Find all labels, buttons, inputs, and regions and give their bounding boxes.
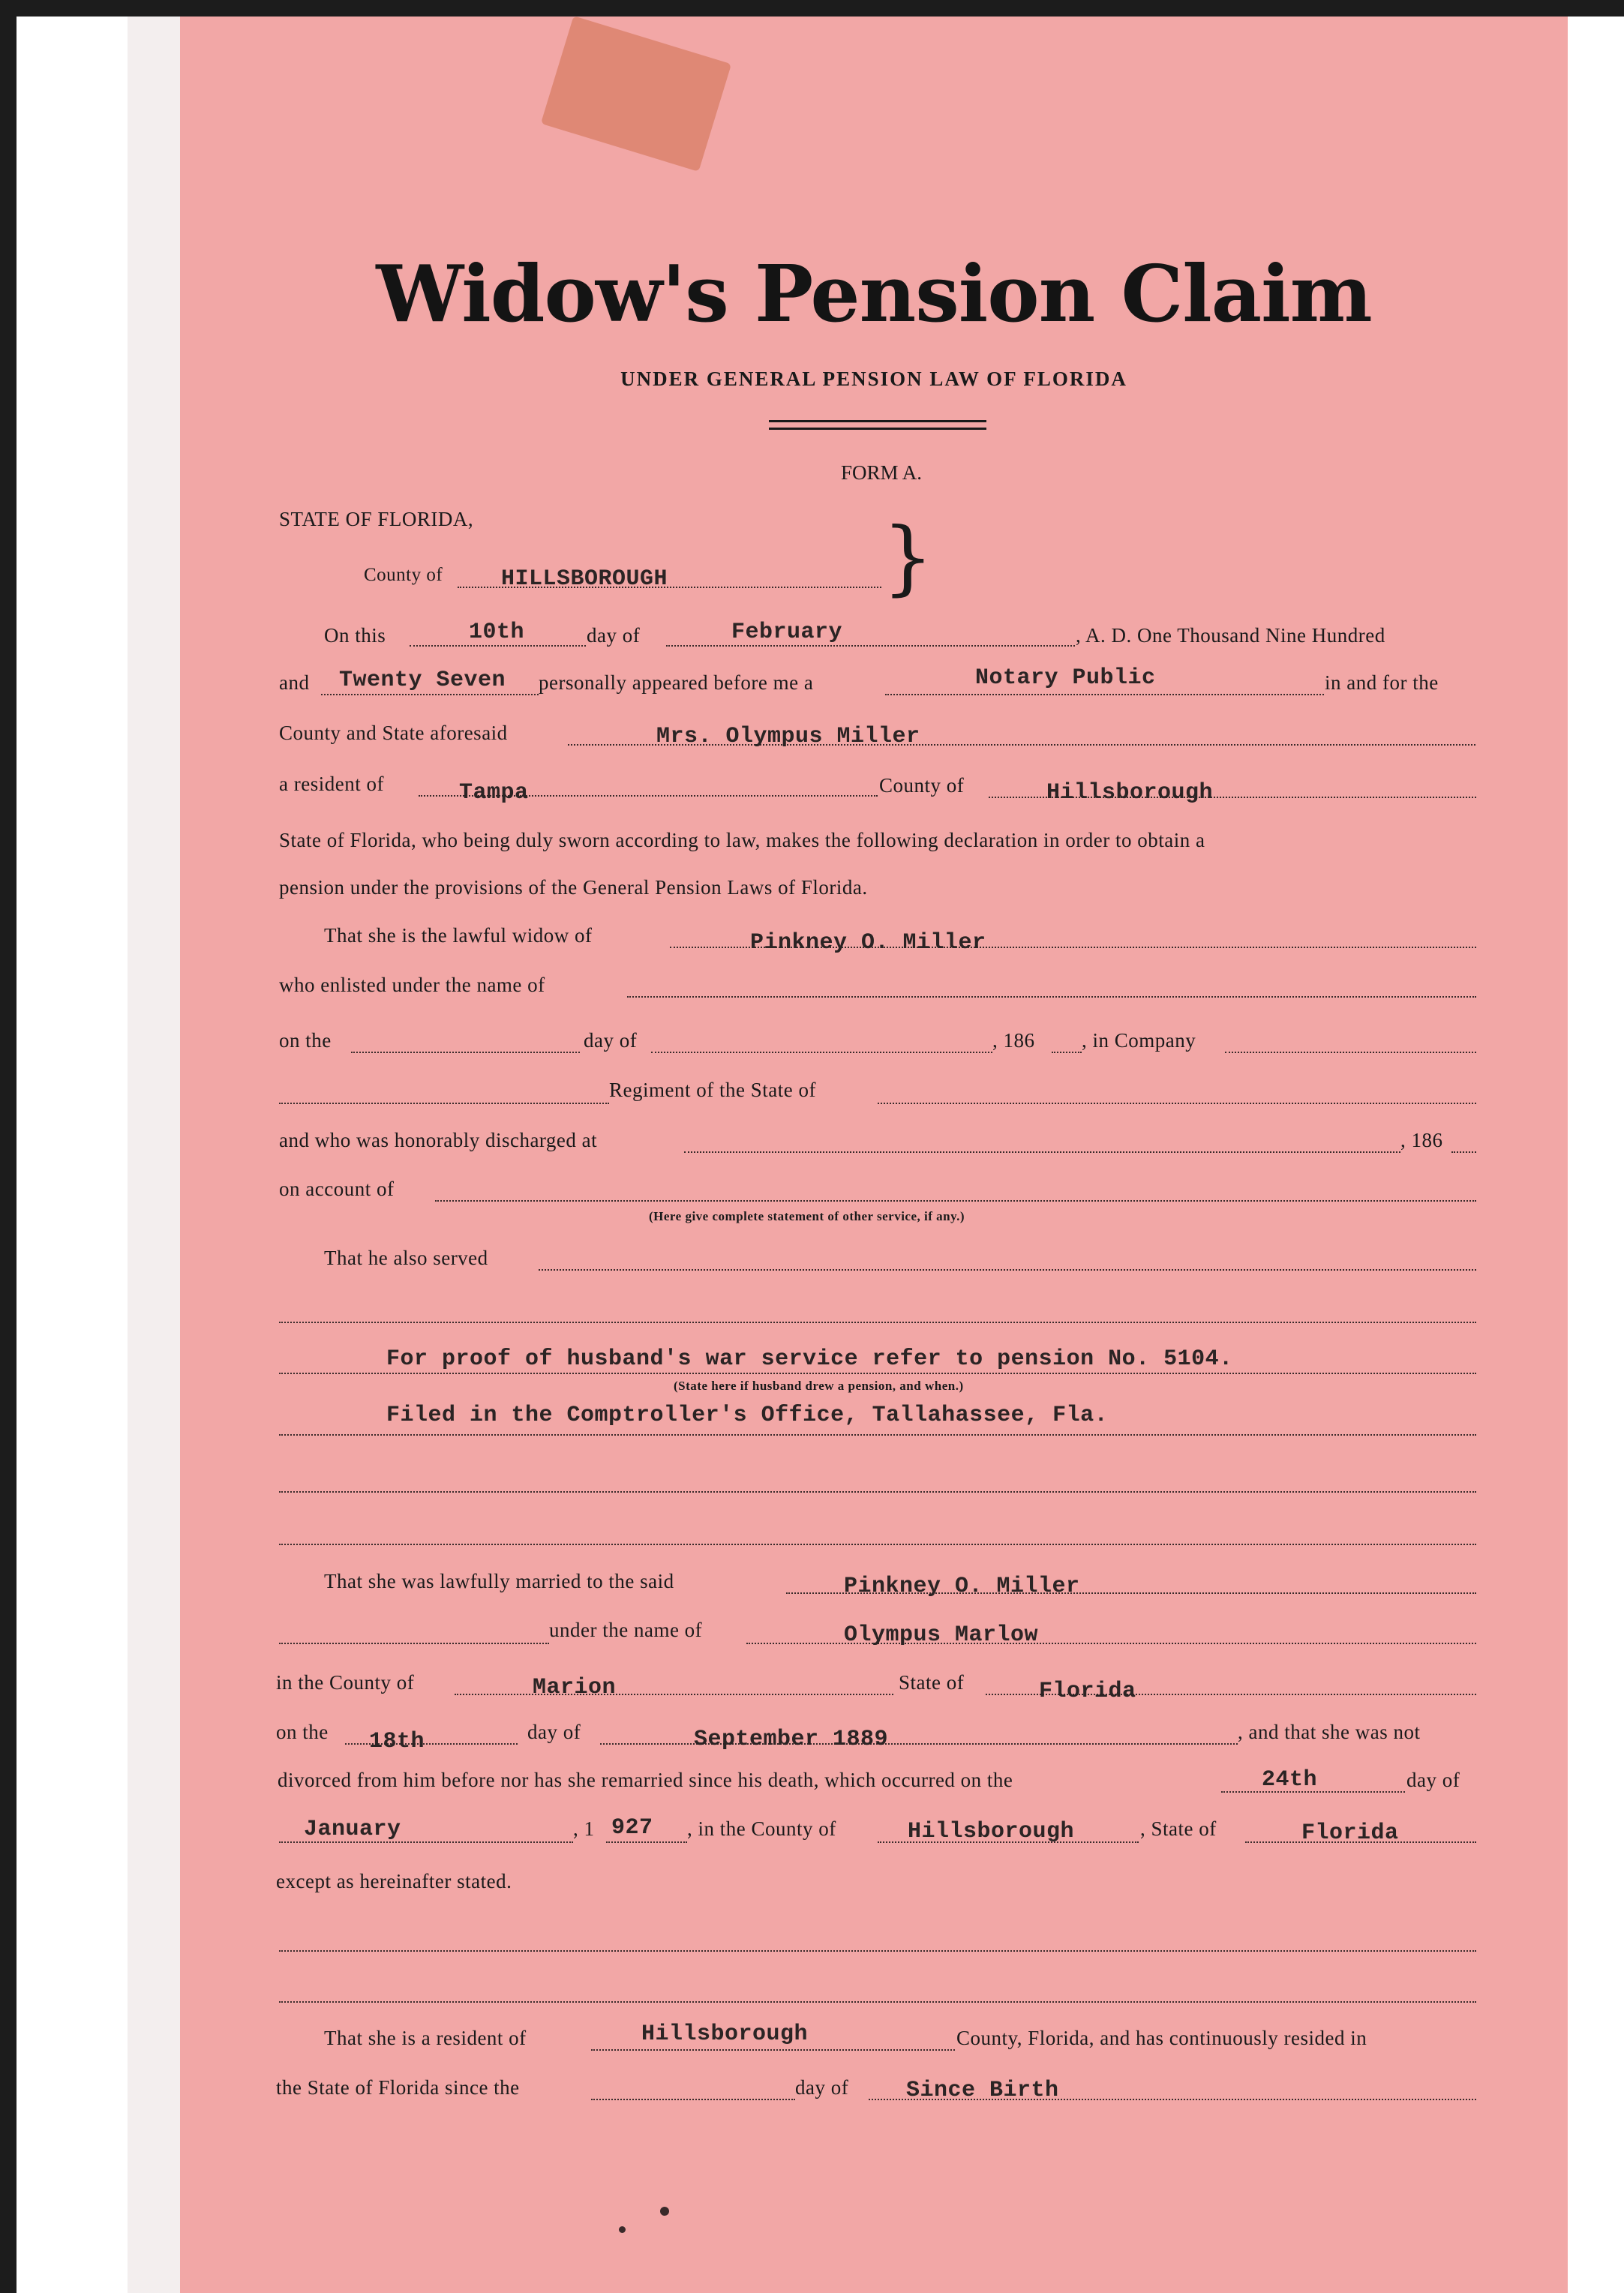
death-month-value: January [304, 1817, 401, 1842]
proof-value: For proof of husband's war service refer to pension No. 5104. [386, 1346, 1233, 1372]
service-note: (Here give complete statement of other service, if any.) [649, 1209, 965, 1223]
scan-border-top [0, 0, 1624, 17]
death-day-value: 24th [1262, 1767, 1318, 1793]
form-subtitle: UNDER GENERAL PENSION LAW OF FLORIDA [620, 368, 1127, 390]
company-line [1225, 1052, 1476, 1053]
year-words-value: Twenty Seven [339, 668, 506, 693]
label-married-state: State of [899, 1671, 965, 1694]
label-personally-appeared: personally appeared before me a [539, 671, 814, 694]
title-rule [769, 420, 986, 422]
state-label: STATE OF FLORIDA, [279, 508, 474, 530]
label-account-of: on account of [279, 1178, 395, 1200]
day-line [410, 645, 586, 647]
label-186: , 186 [992, 1029, 1035, 1052]
blank-line [279, 1491, 1476, 1493]
declaration-line-2: pension under the provisions of the General Pension Laws of Florida. [279, 876, 868, 899]
enlist-day-line [351, 1052, 580, 1053]
account-line [435, 1200, 1476, 1202]
label-county-state: County and State aforesaid [279, 722, 508, 744]
claimant-value: Mrs. Olympus Miller [656, 724, 920, 749]
married-county-value: Marion [533, 1675, 617, 1700]
death-year-value: 927 [611, 1815, 653, 1841]
married-date-value: September 1889 [694, 1727, 889, 1752]
label-discharged-186: , 186 [1400, 1129, 1443, 1151]
ink-spot [619, 2226, 626, 2233]
label-discharged: and who was honorably discharged at [279, 1129, 598, 1151]
brace: } [882, 511, 934, 605]
month-value: February [731, 620, 843, 645]
label-since-the: the State of Florida since the [276, 2076, 520, 2099]
blank-line [279, 1322, 1476, 1323]
label-also-served: That he also served [324, 1247, 488, 1269]
discharged-line [684, 1151, 1400, 1153]
city-value: Tampa [459, 780, 529, 806]
blank-line [279, 1544, 1476, 1545]
label-regiment: Regiment of the State of [609, 1079, 816, 1101]
married-county-line [455, 1694, 893, 1695]
ink-spot [660, 2207, 669, 2216]
scan-border-left [0, 0, 17, 2293]
officer-line [885, 694, 1324, 695]
label-resident-of: a resident of [279, 773, 384, 795]
label-since-day-of: day of [795, 2076, 849, 2099]
label-lawful-widow: That she is the lawful widow of [324, 924, 593, 947]
blank-line [279, 1950, 1476, 1952]
married-state-value: Florida [1039, 1679, 1136, 1704]
label-company: , in Company [1082, 1029, 1196, 1052]
filed-value: Filed in the Comptroller's Office, Tallahassee, Fla. [386, 1403, 1109, 1428]
label-not-divorced: , and that she was not [1238, 1721, 1421, 1743]
label-death-day-of: day of [1406, 1769, 1460, 1791]
label-married-county: in the County of [276, 1671, 415, 1694]
maiden-name-value: Olympus Marlow [844, 1622, 1039, 1648]
regiment-line [279, 1103, 609, 1104]
married-day-value: 18th [369, 1729, 425, 1754]
label-death-county: , in the County of [687, 1817, 836, 1840]
label-death-state: , State of [1140, 1817, 1217, 1840]
enlisted-line [627, 996, 1476, 998]
proof-line [279, 1373, 1476, 1374]
blank-line [279, 2001, 1476, 2003]
label-in-and-for: in and for the [1325, 671, 1439, 694]
county-label: County of [364, 565, 443, 585]
form-title: Widow's Pension Claim [376, 248, 1372, 340]
enlist-month-line [651, 1052, 992, 1053]
name-prefix-line [279, 1643, 549, 1644]
residence-county-value: Hillsborough [641, 2021, 809, 2047]
label-on-the: on the [279, 1029, 332, 1052]
label-day-of: day of [587, 624, 641, 647]
form-number: FORM A. [840, 461, 923, 484]
death-state-value: Florida [1301, 1820, 1399, 1846]
married-husband-value: Pinkney O. Miller [844, 1574, 1080, 1599]
venue-county-value: HILLSBOROUGH [501, 566, 668, 592]
label-county-of: County of [879, 774, 965, 797]
label-under-name: under the name of [549, 1619, 703, 1641]
label-and: and [279, 671, 310, 694]
also-served-line [539, 1269, 1476, 1271]
title-rule [769, 428, 986, 430]
label-enlisted: who enlisted under the name of [279, 974, 545, 996]
death-year-line [606, 1841, 687, 1843]
month-line [666, 645, 1075, 647]
proof-note: (State here if husband drew a pension, and when.) [674, 1379, 964, 1393]
husband-value: Pinkney O. Miller [750, 930, 986, 956]
label-death-year: , 1 [573, 1817, 595, 1840]
enlist-year-line [1052, 1052, 1082, 1053]
regiment-state-line [878, 1103, 1476, 1104]
death-county-value: Hillsborough [908, 1819, 1075, 1844]
year-words-line [321, 694, 539, 695]
label-married-on-the: on the [276, 1721, 329, 1743]
officer-value: Notary Public [975, 665, 1156, 691]
label-married-to: That she was lawfully married to the said [324, 1570, 674, 1592]
day-value: 10th [469, 620, 525, 645]
label-ad: , A. D. One Thousand Nine Hundred [1076, 624, 1385, 647]
paper-margin-strip [128, 17, 180, 2293]
label-married-day-of: day of [527, 1721, 581, 1743]
label-except: except as hereinafter stated. [276, 1870, 512, 1892]
residence-county-line [591, 2049, 955, 2051]
resident-county-value: Hillsborough [1046, 780, 1214, 806]
label-on-this: On this [324, 624, 386, 647]
since-value: Since Birth [906, 2078, 1059, 2103]
label-continuously-resided: County, Florida, and has continuously resided in [956, 2027, 1367, 2049]
filed-line [279, 1434, 1476, 1436]
label-resident-of-county: That she is a resident of [324, 2027, 527, 2049]
label-death-line: divorced from him before nor has she remarried since his death, which occurred on the [278, 1769, 1013, 1791]
label-day-of: day of [584, 1029, 638, 1052]
since-day-line [591, 2099, 795, 2100]
declaration-line-1: State of Florida, who being duly sworn according to law, makes the following declaration in order to obtain a [279, 829, 1205, 851]
discharged-year-line [1451, 1151, 1476, 1153]
